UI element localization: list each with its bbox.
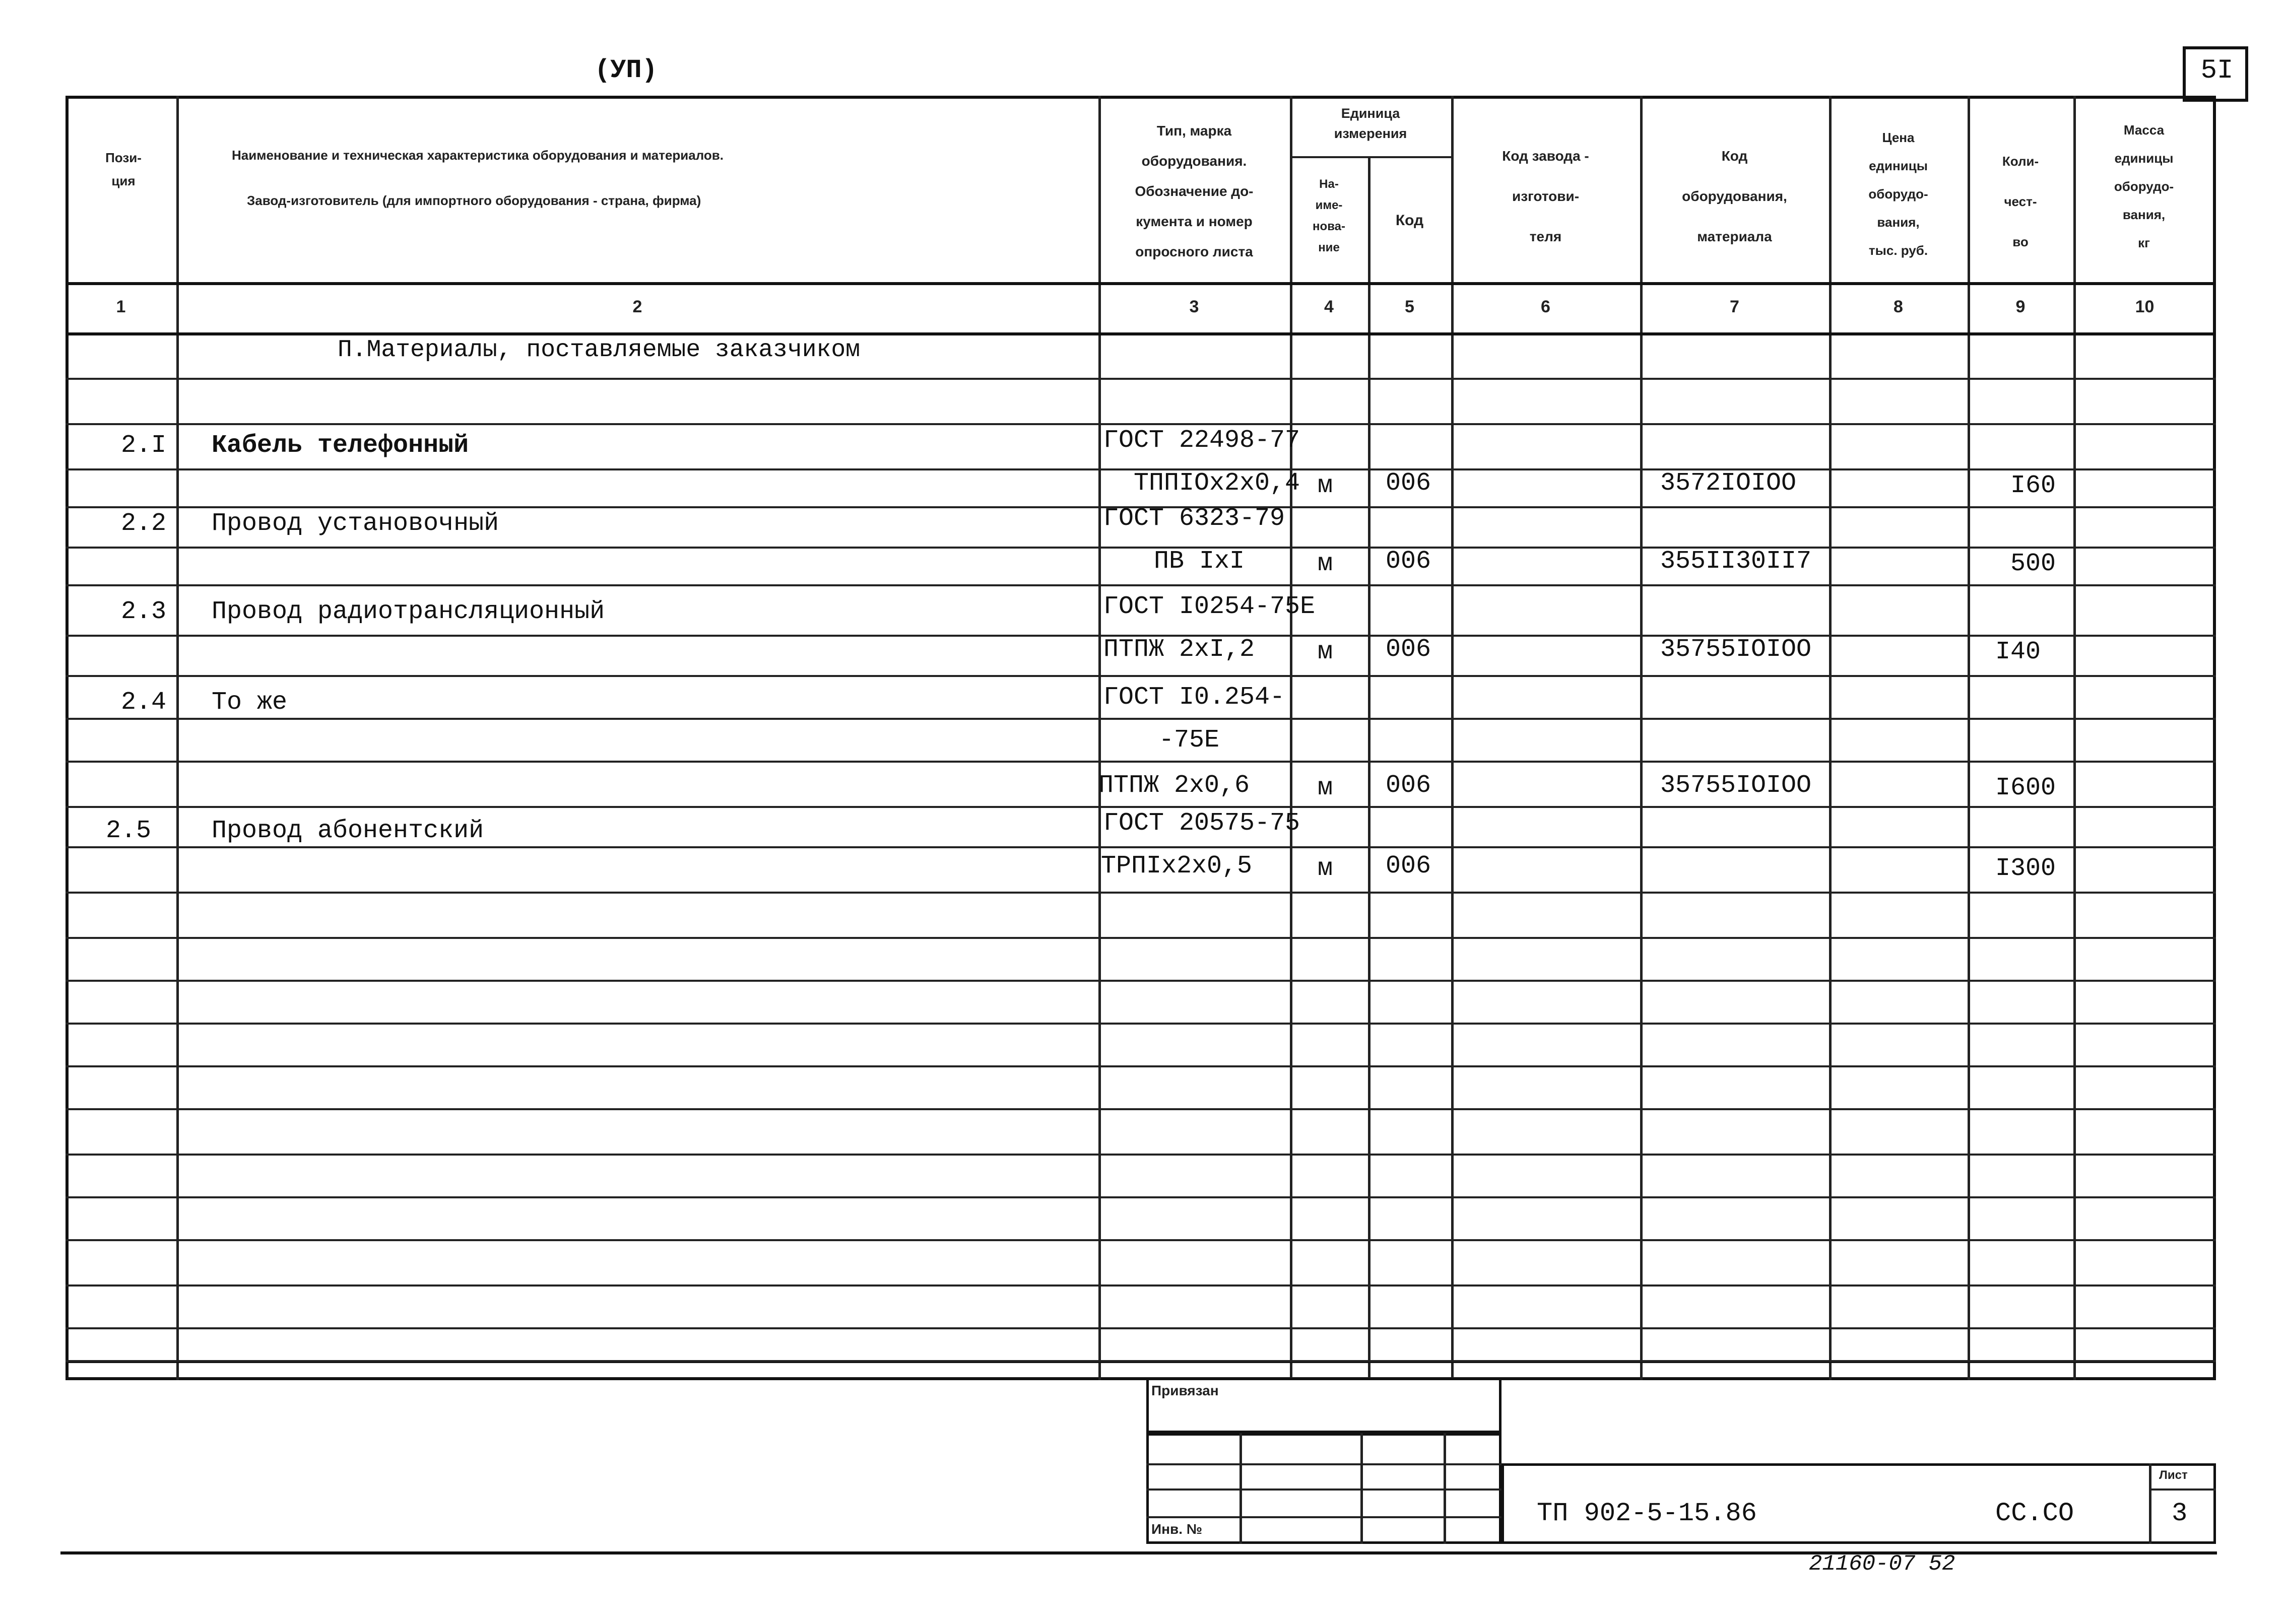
row-type: ТРПIх2х0,5: [1101, 852, 1253, 881]
row-name: То же: [212, 688, 288, 717]
colnum-6: 6: [1541, 297, 1550, 316]
colnum-1: 1: [116, 297, 126, 316]
row-unit: м: [1318, 854, 1333, 883]
inv-number-label: Инв. №: [1151, 1521, 1203, 1537]
row-line: [66, 846, 2216, 848]
col-divider-2: [1098, 96, 1101, 1380]
header-bottom-line: [66, 282, 2216, 285]
row-type: ГОСТ 22498-77: [1103, 426, 1300, 455]
archive-number: 21160-07 52: [1809, 1551, 1955, 1577]
row-line: [66, 806, 2216, 808]
row-line: [66, 1327, 2216, 1329]
section-mark: (УП): [595, 55, 658, 85]
row-qty: I60: [2010, 471, 2056, 500]
row-mat-code: 355II30II7: [1660, 547, 1812, 576]
stamp-grid-vline: [1444, 1433, 1446, 1544]
row-mat-code: 35755IОIОО: [1660, 771, 1812, 800]
row-mat-code: 35755IОIОО: [1660, 635, 1812, 664]
row-pos: 2.3: [121, 597, 167, 626]
stamp-grid-vline: [1239, 1433, 1242, 1544]
row-line: [66, 584, 2216, 586]
row-type: ТППIОх2х0,4: [1134, 469, 1300, 498]
row-type: ПВ IхI: [1154, 547, 1245, 576]
colnum-4: 4: [1324, 297, 1334, 316]
col2-header-line2: Завод-изготовитель (для импортного оборудования - страна, фирма): [247, 193, 701, 208]
colnum-5: 5: [1405, 297, 1414, 316]
stamp-grid-vline: [1360, 1433, 1363, 1544]
row-pos: 2.4: [121, 688, 167, 717]
row-line: [66, 1284, 2216, 1287]
row-name: Провод радиотрансляционный: [212, 597, 605, 626]
row-pos: 2.I: [121, 431, 167, 460]
row-name: Кабель телефонный: [212, 431, 469, 460]
col6-header: Код завода - изготови- теля: [1502, 148, 1589, 244]
col-divider-1: [176, 96, 179, 1380]
unit-header: Единица измерения: [1334, 106, 1407, 141]
row-line: [66, 547, 2216, 549]
row-type: ПТПЖ 2х0,6: [1098, 771, 1250, 800]
col-divider-7: [1829, 96, 1832, 1380]
row-pos: 2.2: [121, 509, 167, 538]
stamp-top-line: [66, 1360, 2216, 1362]
row-qty: I300: [1995, 854, 2056, 883]
section-title: П.Материалы, поставляемые заказчиком: [338, 336, 860, 364]
row-line: [66, 1065, 2216, 1067]
list-label: Лист: [2159, 1468, 2188, 1482]
row-line: [66, 892, 2216, 894]
row-type: ГОСТ I0254-75Е: [1103, 592, 1316, 621]
doc-code: ТП 902-5-15.86: [1537, 1499, 1757, 1528]
col9-header: Коли- чест- во: [2002, 154, 2039, 249]
privyazan-label: Привязан: [1151, 1383, 1219, 1398]
row-line: [66, 937, 2216, 939]
row-type: ГОСТ 6323-79: [1103, 504, 1285, 533]
row-code: 006: [1386, 469, 1431, 498]
col3-header: Тип, марка оборудования. Обозначение до- кумента и номер опросного листа: [1135, 123, 1254, 259]
colnum-9: 9: [2015, 297, 2026, 316]
row-name: Провод установочный: [212, 509, 499, 538]
row-line: [66, 378, 2216, 380]
col4-header: На- име- нова- ние: [1313, 177, 1345, 254]
col5-header: Код: [1395, 212, 1424, 229]
colnum-7: 7: [1730, 297, 1739, 316]
row-line: [66, 1108, 2216, 1110]
list-divider: [2149, 1463, 2151, 1544]
row-line: [66, 675, 2216, 677]
row-mat-code: 3572IОIОО: [1660, 469, 1797, 498]
list-number: 3: [2172, 1499, 2188, 1528]
colnum-2: 2: [632, 297, 642, 316]
colnum-10: 10: [2135, 297, 2155, 316]
col2-header-line1: Наименование и техническая характеристика оборудования и материалов.: [232, 148, 724, 163]
row-line: [66, 980, 2216, 982]
col-divider-8: [1968, 96, 1970, 1380]
sheet-code: СС.СО: [1995, 1499, 2074, 1528]
colnum-3: 3: [1189, 297, 1199, 316]
row-qty: I600: [1995, 774, 2056, 802]
col-divider-6: [1640, 96, 1643, 1380]
col-divider-9: [2073, 96, 2076, 1380]
list-split: [2149, 1488, 2216, 1491]
row-qty: 500: [2010, 550, 2056, 578]
page-number: 5I: [2200, 55, 2234, 86]
row-line: [66, 1154, 2216, 1156]
col-divider-5: [1451, 96, 1454, 1380]
row-unit: м: [1318, 638, 1333, 666]
row-line: [66, 1023, 2216, 1025]
row-code: 006: [1386, 547, 1431, 576]
colnum-8: 8: [1894, 297, 1903, 316]
row-unit: м: [1318, 774, 1333, 802]
row-code: 006: [1386, 635, 1431, 664]
col8-header: Цена единицы оборудо- вания, тыс. руб.: [1868, 130, 1928, 258]
row-code: 006: [1386, 852, 1431, 881]
row-qty: I40: [1995, 638, 2041, 666]
row-line: [66, 1196, 2216, 1198]
col-divider-3: [1290, 96, 1292, 1380]
row-line: [66, 423, 2216, 425]
col7-header: Код оборудования, материала: [1682, 148, 1787, 244]
row-type: ГОСТ I0.254-: [1103, 683, 1285, 712]
row-unit: м: [1318, 550, 1333, 578]
row-type: -75Е: [1159, 726, 1220, 755]
stamp-grid-line: [1146, 1488, 1501, 1491]
row-pos: 2.5: [106, 817, 152, 845]
stamp-grid-line: [1146, 1516, 1501, 1518]
col1-header: Пози- ция: [105, 150, 142, 188]
table-frame: [66, 96, 2216, 1380]
unit-header-split: [1290, 156, 1451, 158]
row-type: ПТПЖ 2хI,2: [1103, 635, 1255, 664]
row-code: 006: [1386, 771, 1431, 800]
col10-header: Масса единицы оборудо- вания, кг: [2114, 122, 2174, 250]
row-unit: м: [1318, 471, 1333, 500]
row-name: Провод абонентский: [212, 817, 484, 845]
row-line: [66, 1239, 2216, 1241]
row-type: ГОСТ 20575-75: [1103, 809, 1300, 838]
row-line: [66, 718, 2216, 720]
row-line: [66, 761, 2216, 763]
stamp-grid-line: [1146, 1463, 1501, 1465]
